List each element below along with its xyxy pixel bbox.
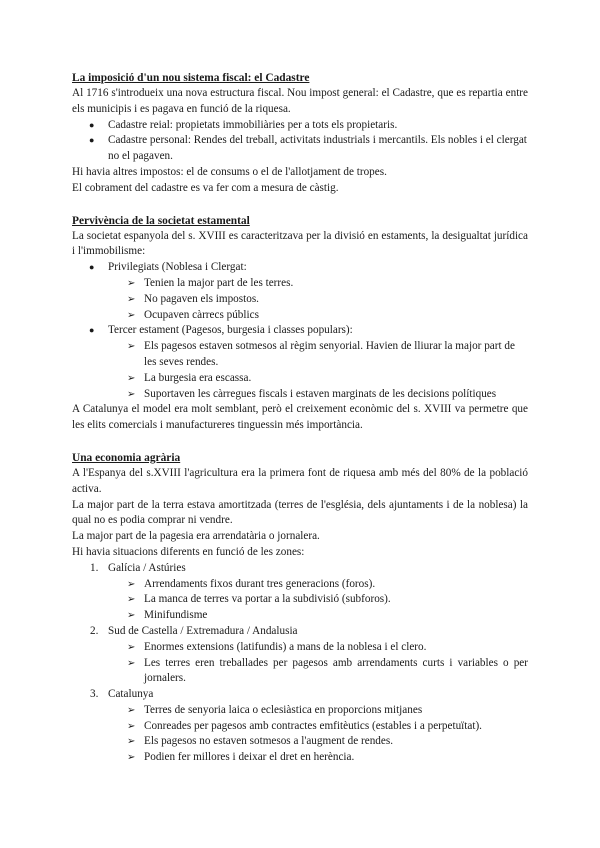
bullet-icon: ● [89,262,95,273]
list-item: ● Cadastre reial: propietats immobiliàries per a tots els propietaris. [72,118,528,134]
bullet-icon: ● [89,135,95,146]
section-title-economia: Una economia agrària [72,451,181,464]
numbered-item: 1. Galícia / Astúries [90,561,186,574]
sub-list-item: ➢ La manca de terres va portar a la subdivisió (subforos). [72,592,528,608]
arrow-bullet-icon: ➢ [127,657,136,669]
list-item: ● Tercer estament (Pagesos, burgesia i classes populars): [72,323,528,339]
sub-list-item: ➢ Els pagesos estaven sotmesos al règim senyorial. Havien de lliurar la major part de les seves rendes. [127,340,515,368]
arrow-bullet-icon: ➢ [127,293,136,305]
sub-list-item: ➢ No pagaven els impostos. [72,292,528,308]
arrow-bullet-icon: ➢ [127,704,136,716]
arrow-bullet-icon: ➢ [127,578,136,590]
numbered-item: 2. Sud de Castella / Extremadura / Andalusia [90,624,298,637]
sub-list-item: ➢ Terres de senyoria laica o eclesiàstica en proporcions mitjanes [72,703,528,719]
paragraph: A l'Espanya del s.XVIII l'agricultura era la primera font de riquesa amb més del 80% de la població activa. [72,466,528,495]
paragraph: A Catalunya el model era molt semblant, però el creixement econòmic del s. XVIII va permetre que les elits comercials i manufactureres tinguessin més importància. [72,403,528,432]
arrow-bullet-icon: ➢ [127,309,136,321]
paragraph: Hi havia situacions diferents en funció de les zones: [72,545,305,558]
sub-list-item: ➢ Els pagesos no estaven sotmesos a l'augment de rendes. [72,734,528,750]
sub-list-item: ➢ Conreades per pagesos amb contractes emfitèutics (estables i a perpetuïtat). [72,719,528,735]
section-title-cadastre: La imposició d'un nou sistema fiscal: el Cadastre [72,72,310,84]
bullet-list [72,118,528,165]
paragraph: Al 1716 s'introdueix una nova estructura fiscal. Nou impost general: el Cadastre, que es repartia entre els municipis i es pagava en funció de la riquesa. [72,87,528,115]
paragraph: La societat espanyola del s. XVIII es caracteritzava per la divisió en estaments, la desigualtat jurídica i l'immobilisme: [72,229,528,258]
arrow-bullet-icon: ➢ [127,610,136,622]
section-economia [72,450,528,766]
bullet-icon: ● [89,119,95,130]
sub-list-item: ➢ Podien fer millores i deixar el dret en herència. [72,750,528,766]
bullet-icon: ● [89,325,95,336]
list-item: ● Privilegiats (Noblesa i Clergat: [72,260,528,276]
paragraph: El cobrament del cadastre es va fer com a mesura de càstig. [72,181,339,194]
numbered-item: 3. Catalunya [90,688,154,701]
arrow-bullet-icon: ➢ [127,720,136,732]
sub-list-item: ➢ Minifundisme [72,608,528,624]
arrow-bullet-icon: ➢ [127,752,136,764]
sub-list-item: ➢ La burgesia era escassa. [72,371,528,387]
section-cadastre [72,70,528,197]
document-page [72,70,528,782]
sub-list-item: ➢ Arrendaments fixos durant tres generacions (foros). [72,577,528,593]
list-item: ● Cadastre personal: Rendes del treball, activitats industrials i mercantils. Els nobles i el clergat no el pagaven. [89,134,527,163]
section-societat [72,213,528,434]
bullet-list [72,260,528,402]
paragraph: La major part de la pagesia era arrendatària o jornalera. [72,530,320,543]
arrow-bullet-icon: ➢ [127,641,136,653]
arrow-bullet-icon: ➢ [127,594,136,606]
sub-list-item: ➢ Les terres eren treballades per pagesos amb arrendaments curts i variables o per jornalers. [127,656,528,685]
arrow-bullet-icon: ➢ [127,341,136,353]
sub-list-item: ➢ Ocupaven càrrecs públics [72,308,528,324]
paragraph: La major part de la terra estava amortitzada (terres de l'església, dels ajuntaments i de la noblesa) la qual no es podia comprar ni vendre. [72,498,528,527]
section-title-societat: Pervivència de la societat estamental [72,214,250,227]
paragraph: Hi havia altres impostos: el de consums o el de l'allotjament de tropes. [72,165,387,178]
sub-list-item: ➢ Enormes extensions (latifundis) a mans de la noblesa i el clero. [72,640,528,656]
sub-list-item: ➢ Suportaven les càrregues fiscals i estaven marginats de les decisions polítiques [72,387,528,403]
numbered-list [72,561,528,766]
arrow-bullet-icon: ➢ [127,277,136,289]
sub-list-item: ➢ Tenien la major part de les terres. [72,276,528,292]
arrow-bullet-icon: ➢ [127,372,136,384]
arrow-bullet-icon: ➢ [127,388,136,400]
arrow-bullet-icon: ➢ [127,736,136,748]
